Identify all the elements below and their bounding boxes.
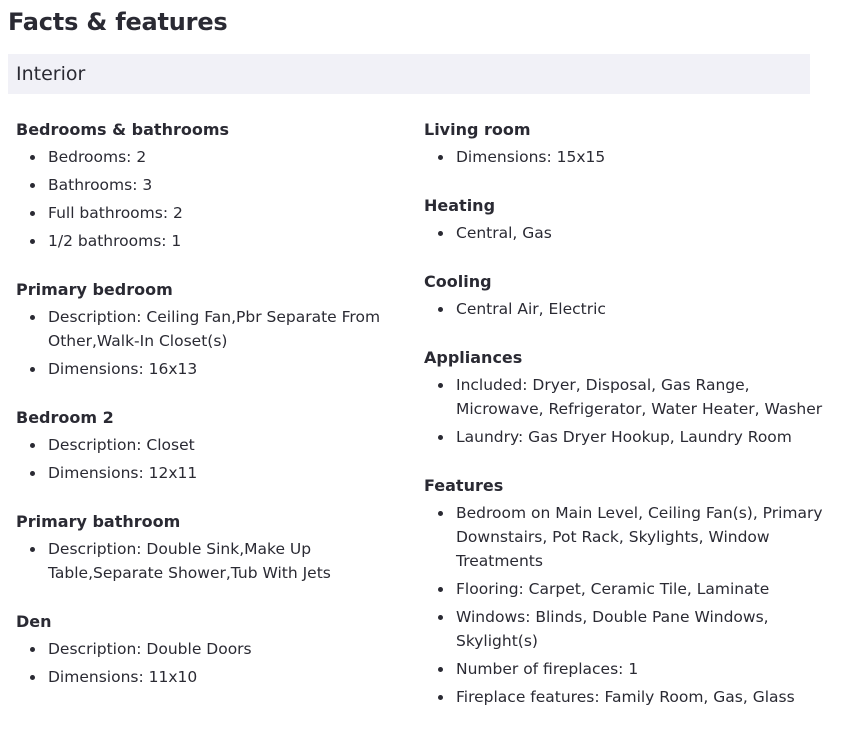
list-item-text: Dimensions: 11x10: [48, 668, 198, 686]
list-item-text: Fireplace features: Family Room, Gas, Glass: [456, 688, 795, 706]
list-item-text: Flooring: Carpet, Ceramic Tile, Laminate: [456, 580, 770, 598]
bullet-icon: [30, 443, 35, 448]
group-living-room: [424, 117, 829, 169]
bullet-icon: [438, 615, 443, 620]
list-item-text: Bedroom on Main Level, Ceiling Fan(s), Primary Downstairs, Pot Rack, Skylights, Window Treatments: [456, 504, 823, 570]
list-item: [16, 537, 401, 585]
feature-list: [16, 145, 401, 253]
list-item: [16, 229, 401, 253]
bullet-icon: [30, 211, 35, 216]
list-item: [16, 173, 401, 197]
list-item-text: Included: Dryer, Disposal, Gas Range, Microwave, Refrigerator, Water Heater, Washer: [456, 376, 823, 418]
list-item: [424, 373, 829, 421]
feature-list: [424, 297, 829, 321]
feature-list: [424, 373, 829, 449]
list-item: [16, 637, 401, 661]
list-item-text: Dimensions: 15x15: [456, 148, 606, 166]
group-primary-bedroom: [16, 277, 401, 381]
list-item: [16, 201, 401, 225]
group-features: [424, 473, 829, 709]
feature-list: [16, 433, 401, 485]
bullet-icon: [438, 231, 443, 236]
list-item: [424, 685, 829, 709]
group-bedrooms-bathrooms: [16, 117, 401, 253]
bullet-icon: [30, 647, 35, 652]
group-heading: Features: [424, 476, 504, 495]
bullet-icon: [30, 471, 35, 476]
group-heading: Den: [16, 612, 52, 631]
right-column: [424, 117, 829, 733]
list-item: [424, 657, 829, 681]
group-heading: Primary bathroom: [16, 512, 181, 531]
list-item-text: Dimensions: 12x11: [48, 464, 198, 482]
group-heading: Primary bedroom: [16, 280, 173, 299]
list-item: [424, 577, 829, 601]
list-item: [16, 433, 401, 457]
feature-list: [424, 501, 829, 709]
bullet-icon: [30, 183, 35, 188]
list-item: [16, 665, 401, 689]
list-item-text: Description: Double Doors: [48, 640, 252, 658]
list-item-text: Dimensions: 16x13: [48, 360, 198, 378]
list-item: [424, 297, 829, 321]
list-item-text: Windows: Blinds, Double Pane Windows, Skylight(s): [456, 608, 769, 650]
list-item-text: Central Air, Electric: [456, 300, 606, 318]
bullet-icon: [438, 383, 443, 388]
bullet-icon: [438, 307, 443, 312]
group-appliances: [424, 345, 829, 449]
list-item-text: Bathrooms: 3: [48, 176, 153, 194]
left-column: [16, 117, 401, 713]
list-item: [16, 357, 401, 381]
bullet-icon: [438, 435, 443, 440]
feature-list: [16, 637, 401, 689]
bullet-icon: [438, 667, 443, 672]
list-item: [16, 305, 401, 353]
group-heading: Bedroom 2: [16, 408, 114, 427]
feature-list: [16, 537, 401, 585]
group-den: [16, 609, 401, 689]
list-item-text: Description: Ceiling Fan,Pbr Separate From Other,Walk-In Closet(s): [48, 308, 381, 350]
list-item-text: Laundry: Gas Dryer Hookup, Laundry Room: [456, 428, 792, 446]
bullet-icon: [30, 315, 35, 320]
bullet-icon: [30, 547, 35, 552]
list-item-text: Bedrooms: 2: [48, 148, 147, 166]
group-heading: Appliances: [424, 348, 523, 367]
list-item: [16, 461, 401, 485]
feature-list: [16, 305, 401, 381]
list-item-text: Description: Closet: [48, 436, 195, 454]
bullet-icon: [30, 239, 35, 244]
group-heading: Heating: [424, 196, 496, 215]
section-header-interior[interactable]: [8, 54, 810, 94]
list-item-text: Description: Double Sink,Make Up Table,Separate Shower,Tub With Jets: [48, 540, 331, 582]
list-item-text: Number of fireplaces: 1: [456, 660, 639, 678]
section-title: Interior: [16, 63, 86, 85]
group-heading: Cooling: [424, 272, 492, 291]
list-item: [424, 145, 829, 169]
group-cooling: [424, 269, 829, 321]
list-item-text: 1/2 bathrooms: 1: [48, 232, 182, 250]
feature-list: [424, 221, 829, 245]
list-item-text: Full bathrooms: 2: [48, 204, 183, 222]
group-heating: [424, 193, 829, 245]
page-title: Facts & features: [8, 8, 228, 36]
bullet-icon: [30, 675, 35, 680]
feature-list: [424, 145, 829, 169]
list-item-text: Central, Gas: [456, 224, 552, 242]
group-bedroom-2: [16, 405, 401, 485]
bullet-icon: [30, 367, 35, 372]
group-heading: Living room: [424, 120, 531, 139]
list-item: [424, 605, 829, 653]
bullet-icon: [30, 155, 35, 160]
list-item: [424, 221, 829, 245]
bullet-icon: [438, 695, 443, 700]
list-item: [16, 145, 401, 169]
bullet-icon: [438, 511, 443, 516]
group-primary-bathroom: [16, 509, 401, 585]
bullet-icon: [438, 155, 443, 160]
list-item: [424, 501, 829, 573]
list-item: [424, 425, 829, 449]
group-heading: Bedrooms & bathrooms: [16, 120, 230, 139]
bullet-icon: [438, 587, 443, 592]
